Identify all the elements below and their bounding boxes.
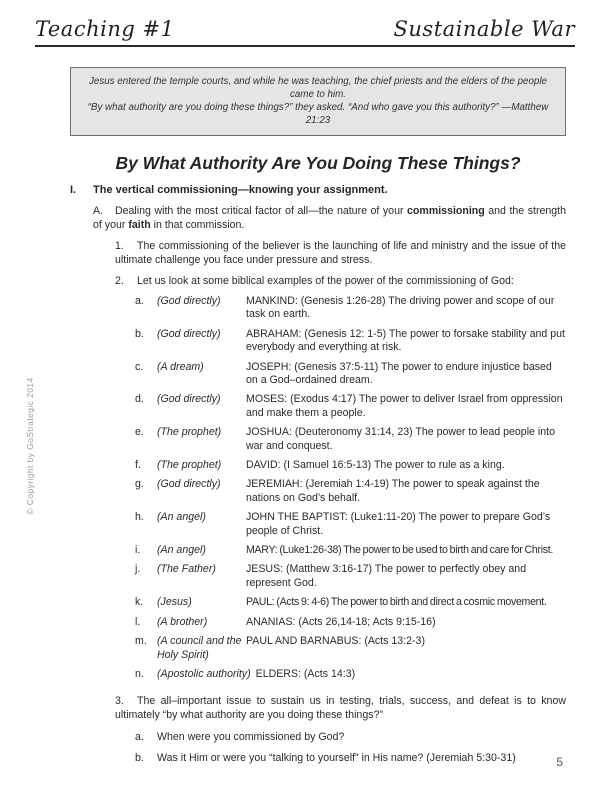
- item-1-text: The commissioning of the believer is the launching of life and ministry and the issue of the ultimate challenge you face under pressure and stress.: [115, 240, 566, 266]
- item-1-label: 1.: [115, 240, 124, 253]
- quote-line-2: “By what authority are you doing these things?” they asked. “And who gave you this authority?” —Matthew 21:23: [87, 102, 549, 126]
- document-page: [0, 16, 600, 792]
- example-source: (An angel): [157, 511, 206, 524]
- point-a-label: A.: [93, 205, 104, 217]
- example-source: (God directly): [157, 478, 221, 491]
- item-2-label: 2.: [115, 275, 124, 288]
- example-text: JOSEPH: (Genesis 37:5-11) The power to endure injustice based on a God–ordained dream.: [246, 360, 552, 386]
- example-row-h: [135, 511, 566, 538]
- item-3-sub-items: [135, 731, 566, 766]
- example-source: (The prophet): [157, 459, 222, 472]
- example-text: JEREMIAH: (Jeremiah 1:4-19) The power to speak against the nations on God’s behalf.: [246, 478, 540, 504]
- example-row-n: [135, 668, 566, 681]
- example-row-c: [135, 361, 566, 388]
- sub-item-text: Was it Him or were you “talking to yourself” in His name? (Jeremiah 5:30-31): [157, 752, 516, 765]
- example-row-f: [135, 459, 566, 472]
- example-source: (God directly): [157, 294, 221, 307]
- page-number: 5: [556, 755, 563, 769]
- example-source: (An angel): [157, 544, 206, 557]
- header-left-title: Teaching #1: [35, 17, 175, 41]
- example-letter: g.: [135, 478, 144, 491]
- example-letter: m.: [135, 635, 147, 648]
- example-row-l: [135, 616, 566, 629]
- item-3-text: The all–important issue to sustain us in testing, trials, success, and defeat is to know ultimately “by what authority are you doing these things?”: [115, 695, 566, 721]
- item-3-label: 3.: [115, 695, 124, 708]
- example-source: (The prophet): [157, 426, 222, 439]
- example-text: ELDERS: (Acts 14:3): [255, 667, 356, 680]
- point-a-text-3: in that commission.: [150, 218, 245, 231]
- example-letter: b.: [135, 327, 144, 340]
- example-letter: k.: [135, 596, 144, 609]
- example-source: (God directly): [157, 393, 221, 406]
- sub-item-label: b.: [135, 752, 144, 765]
- example-row-a: [135, 295, 566, 322]
- example-letter: d.: [135, 393, 144, 406]
- example-text: JOSHUA: (Deuteronomy 31:14, 23) The power to lead people into war and conquest.: [246, 426, 555, 452]
- example-letter: n.: [135, 667, 144, 680]
- section-1-heading: [70, 183, 566, 197]
- example-row-i: [135, 544, 566, 557]
- point-a-bold-2: faith: [128, 218, 151, 231]
- example-letter: f.: [135, 459, 141, 472]
- example-text: JOHN THE BAPTIST: (Luke1:11-20) The power to prepare God’s people of Christ.: [246, 511, 551, 537]
- content-column: [70, 67, 566, 766]
- section-1-heading-text: The vertical commissioning—knowing your assignment.: [93, 184, 388, 196]
- example-letter: c.: [135, 360, 144, 373]
- item-3-paragraph: [115, 695, 566, 722]
- page-title: By What Authority Are You Doing These Things?: [115, 153, 521, 173]
- item-1-paragraph: [115, 240, 566, 267]
- example-row-e: [135, 426, 566, 453]
- sub-item-b: [135, 752, 566, 766]
- example-source: (Apostolic authority): [157, 667, 251, 680]
- example-source: (The Father): [157, 563, 216, 576]
- example-row-g: [135, 478, 566, 505]
- example-row-m: [135, 635, 566, 662]
- section-1-label: I.: [70, 184, 77, 196]
- example-text: MOSES: (Exodus 4:17) The power to deliver Israel from oppression and make them a people.: [246, 393, 563, 419]
- examples-list: [135, 295, 566, 681]
- point-a-paragraph: [93, 205, 566, 232]
- example-letter: e.: [135, 426, 144, 439]
- point-a-text-1: Dealing with the most critical factor of all—the nature of your: [115, 205, 408, 217]
- example-letter: i.: [135, 544, 141, 557]
- header-right-title: Sustainable War: [393, 17, 575, 41]
- example-letter: j.: [135, 563, 141, 576]
- example-text: ABRAHAM: (Genesis 12: 1-5) The power to forsake stability and put everybody and everything at risk.: [246, 327, 565, 354]
- example-source: (Jesus): [157, 596, 192, 609]
- example-text: PAUL AND BARNABUS: (Acts 13:2-3): [246, 635, 425, 648]
- example-text: JESUS: (Matthew 3:16-17) The power to perfectly obey and represent God.: [246, 563, 527, 589]
- example-text: MARY: (Luke1:26-38) The power to be used to birth and care for Christ.: [246, 544, 554, 557]
- sub-item-text: When were you commissioned by God?: [157, 730, 345, 743]
- example-text: DAVID: (I Samuel 16:5-13) The power to rule as a king.: [246, 459, 505, 472]
- item-2-text: Let us look at some biblical examples of the power of the commissioning of God:: [137, 275, 514, 288]
- example-source: (A council and the Holy Spirit): [157, 635, 242, 661]
- example-text: ANANIAS: (Acts 26,14-18; Acts 9:15-16): [246, 615, 436, 628]
- quote-line-1: Jesus entered the temple courts, and while he was teaching, the chief priests and the elders of the people came to him.: [88, 76, 547, 100]
- copyright-sidebar-text: © Copyright by GoStrategic 2014: [25, 377, 35, 515]
- sub-item-a: [135, 731, 566, 745]
- example-source: (God directly): [157, 327, 221, 340]
- example-source: (A brother): [157, 615, 208, 628]
- example-text: PAUL: (Acts 9: 4-6) The power to birth and direct a cosmic movement.: [246, 596, 547, 609]
- example-letter: a.: [135, 294, 144, 307]
- example-row-d: [135, 393, 566, 420]
- example-row-j: [135, 563, 566, 590]
- point-a-bold-1: commissioning: [407, 205, 485, 217]
- example-row-k: [135, 596, 566, 609]
- example-row-b: [135, 328, 566, 355]
- item-2-paragraph: [115, 275, 566, 289]
- example-source: (A dream): [157, 360, 204, 373]
- scripture-quote-box: [70, 67, 566, 136]
- example-letter: h.: [135, 511, 144, 524]
- page-header: [35, 16, 575, 47]
- example-letter: l.: [135, 615, 141, 628]
- point-a-text-2: and the strength of your: [93, 205, 567, 231]
- example-text: MANKIND: (Genesis 1:26-28) The driving power and scope of our task on earth.: [246, 294, 555, 321]
- sub-item-label: a.: [135, 730, 144, 743]
